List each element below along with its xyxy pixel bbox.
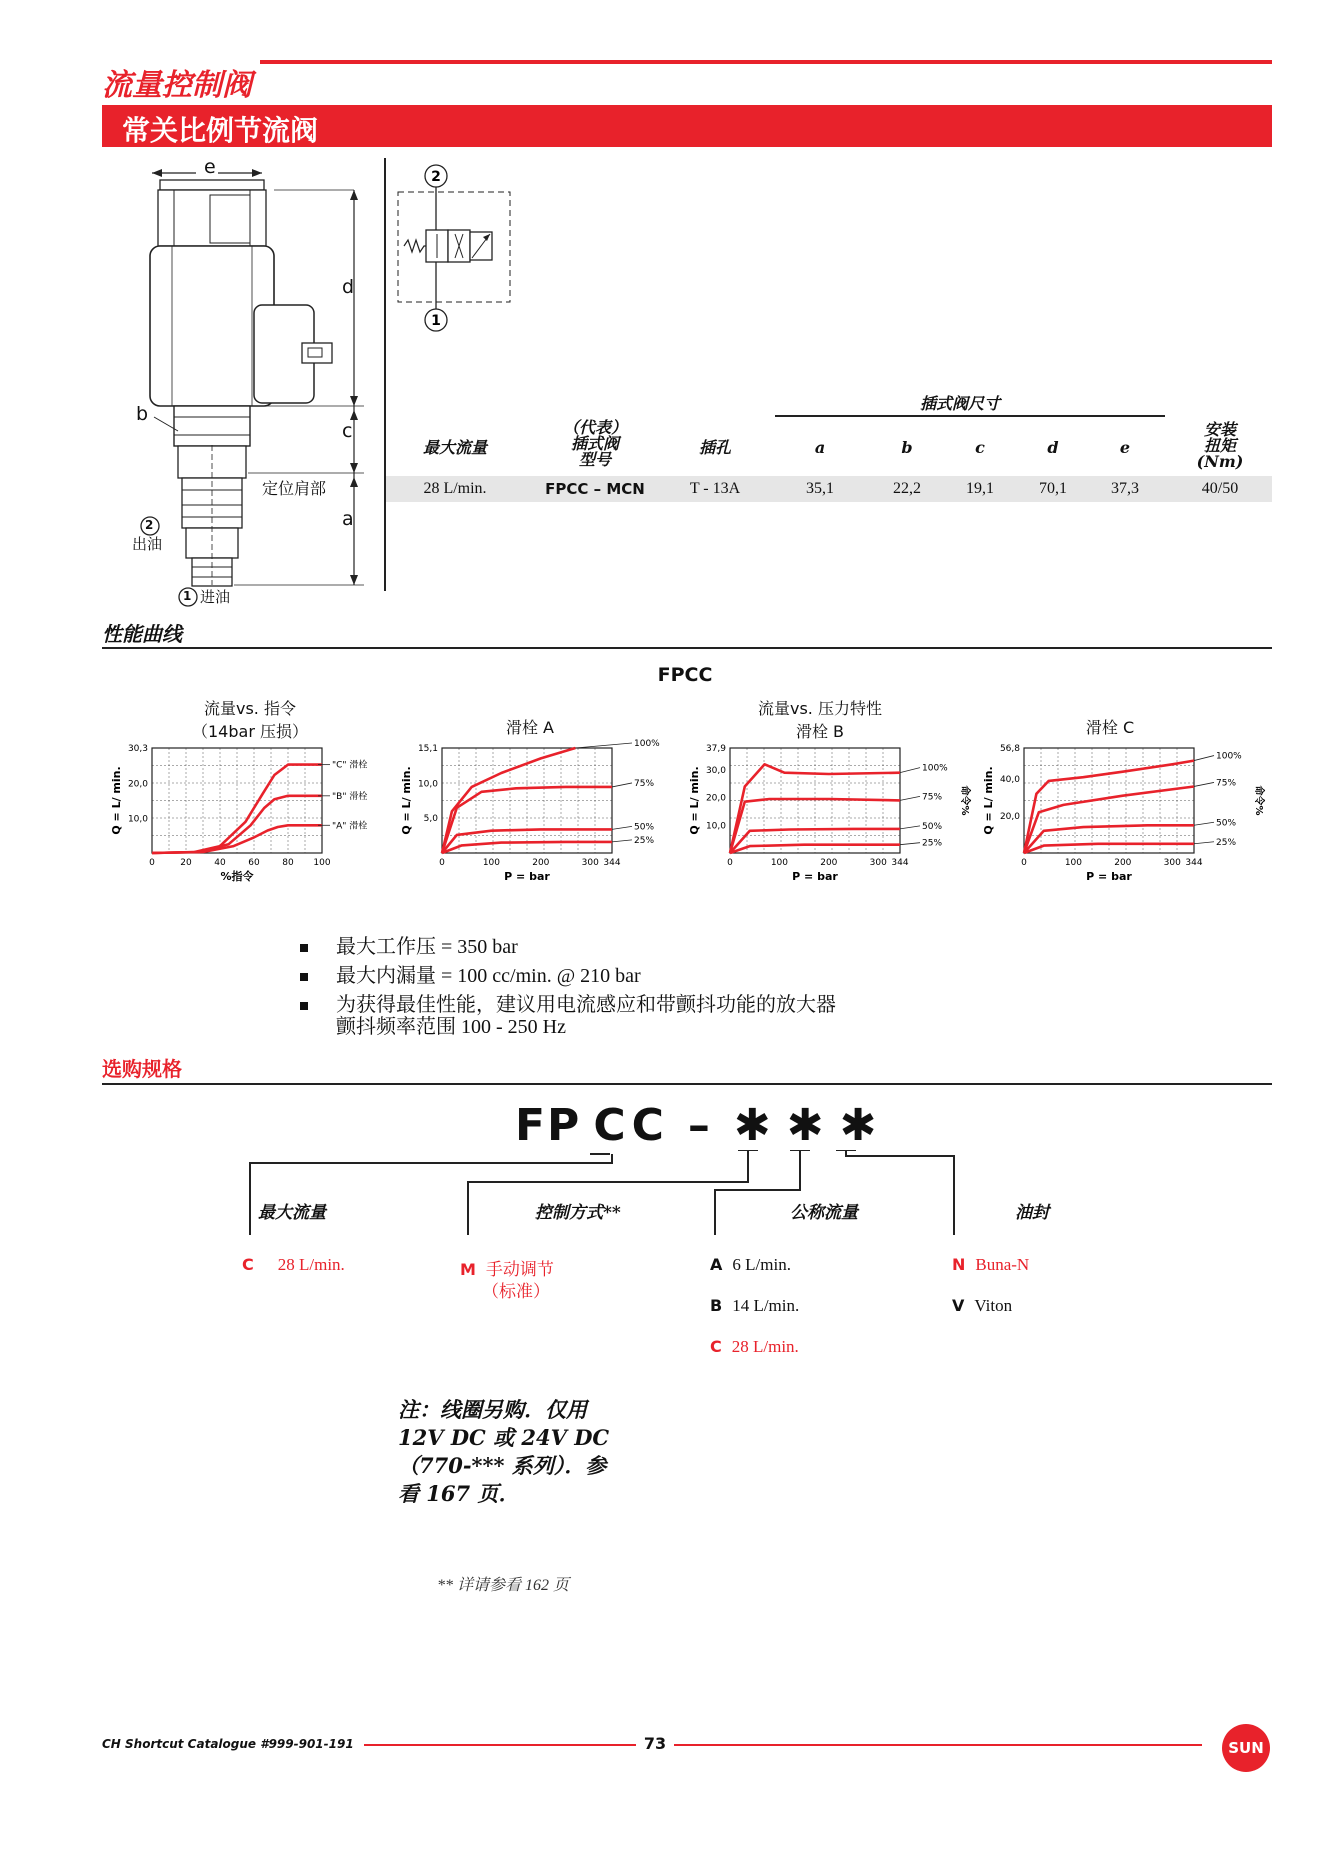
footer-rule-right: [674, 1744, 1202, 1746]
catalogue-number: CH Shortcut Catalogue #999-901-191: [102, 1737, 354, 1751]
y-tick-label: 5,0: [423, 814, 438, 825]
ordering-col-header: 公称流量: [790, 1203, 858, 1223]
dim-d-label: d: [342, 276, 355, 298]
td-b: 22,2: [893, 480, 921, 497]
y-axis-label: Q = L/ min.: [400, 766, 413, 835]
td-d: 70,1: [1039, 480, 1067, 497]
product-title: 常关比例节流阀: [122, 114, 319, 147]
th-max-flow: 最大流量: [422, 438, 487, 457]
port1-number: 1: [183, 589, 192, 603]
x-tick-label: 300: [1163, 858, 1181, 868]
ordering-col-header: 最大流量: [258, 1203, 326, 1223]
dim-e-label: e: [204, 156, 216, 178]
legend-label: "C" 滑栓: [332, 760, 368, 771]
legend-label: "A" 滑栓: [332, 821, 368, 832]
chart1-title: 流量vs. 指令 （14bar 压损）: [192, 699, 308, 741]
spec-item: 为获得最佳性能，建议用电流感应和带颤抖功能的放大器: [300, 988, 836, 1017]
x-tick-label: 344: [1185, 858, 1203, 868]
label-leader: [612, 783, 632, 787]
option-item: V Viton: [952, 1296, 1013, 1315]
table-group-header: 插式阀尺寸: [919, 394, 1000, 413]
y-tick-label: 30,0: [705, 765, 726, 776]
x-tick-label: 200: [1114, 858, 1132, 868]
section-title: 流量控制阀: [102, 60, 260, 104]
option-item: C 28 L/min.: [242, 1255, 345, 1274]
x-tick-label: 300: [869, 858, 887, 868]
model-code: FP CC – ✱ ✱ ✱: [515, 1100, 879, 1151]
option-item: B 14 L/min.: [710, 1296, 800, 1315]
legend-label: 75%: [1216, 778, 1237, 789]
legend-label: 25%: [1216, 837, 1237, 848]
legend-label: 75%: [634, 778, 655, 789]
port2-number: 2: [145, 518, 154, 532]
th-c: c: [975, 438, 985, 457]
td-cavity: T - 13A: [689, 480, 741, 497]
y-tick-label: 10,0: [417, 779, 438, 790]
dim-a-label: a: [342, 508, 354, 530]
performance-title: 性能曲线: [102, 622, 182, 646]
x-axis-label: P = bar: [1086, 870, 1132, 883]
table-group-rule: [775, 415, 1165, 417]
ordering-col-header: 油封: [1015, 1203, 1049, 1223]
option-item: C 28 L/min.: [710, 1337, 799, 1356]
spec-item: 最大工作压 = 350 bar: [300, 930, 518, 959]
page-number: 73: [643, 1734, 667, 1753]
right-axis-label: 命令%: [1253, 785, 1264, 816]
svg-text:1: 1: [431, 313, 441, 329]
x-axis-label: P = bar: [504, 870, 550, 883]
td-max-flow: 28 L/min.: [423, 480, 487, 497]
legend-label: 50%: [634, 822, 655, 833]
th-a: a: [814, 438, 826, 457]
x-tick-label: 0: [439, 858, 445, 868]
x-axis-label: %指令: [220, 870, 254, 883]
legend-label: 25%: [634, 835, 655, 846]
sun-logo: SUN: [1222, 1724, 1270, 1772]
x-tick-label: 200: [532, 858, 550, 868]
vertical-divider: [384, 158, 386, 591]
y-tick-label: 40,0: [999, 775, 1020, 786]
right-axis-label: 命令%: [959, 785, 970, 816]
footer-rule-left: [364, 1744, 636, 1746]
legend-label: 100%: [634, 739, 660, 749]
label-leader: [575, 743, 632, 748]
legend-label: 75%: [922, 792, 943, 803]
y-tick-label: 20,0: [127, 779, 148, 790]
th-model: （代表） 插式阀 型号: [562, 418, 627, 469]
port2-label: 出油: [132, 535, 163, 553]
coil-note: 注：线圈另购．仅用 12V DC 或 24V DC （770-*** 系列）．参 看 167 页．: [398, 1397, 610, 1506]
chart2-title: 滑栓 A: [505, 718, 555, 737]
label-leader: [1194, 822, 1214, 825]
x-tick-label: 100: [770, 858, 789, 868]
x-tick-label: 0: [149, 858, 155, 868]
label-leader: [612, 826, 632, 829]
x-tick-label: 40: [214, 858, 226, 868]
svg-text:2: 2: [431, 169, 441, 185]
td-a: 35,1: [806, 480, 834, 497]
performance-rule: [102, 647, 1272, 649]
y-tick-label: 37,9: [705, 744, 726, 754]
td-c: 19,1: [966, 480, 994, 497]
option-item: N Buna-N: [952, 1255, 1030, 1274]
x-tick-label: 300: [581, 858, 599, 868]
y-tick-label: 56,8: [999, 744, 1020, 754]
x-tick-label: 60: [248, 858, 260, 868]
x-tick-label: 0: [1021, 858, 1027, 868]
performance-model: FPCC: [657, 664, 713, 686]
y-tick-label: 20,0: [999, 812, 1020, 823]
dim-c-label: c: [342, 420, 353, 442]
th-e: e: [1119, 438, 1131, 457]
y-tick-label: 20,0: [705, 793, 726, 804]
ordering-rule: [102, 1083, 1272, 1085]
footnote: ** 详请参看 162 页: [437, 1577, 570, 1594]
series-line: [442, 842, 612, 853]
label-leader: [900, 768, 920, 773]
label-leader: [900, 843, 920, 845]
legend-label: 100%: [1216, 751, 1242, 762]
legend-label: 100%: [922, 763, 948, 774]
chart4-title: 滑栓 C: [1085, 718, 1135, 737]
option-item-note: （标准）: [482, 1282, 550, 1301]
y-tick-label: 10,0: [705, 821, 726, 832]
x-tick-label: 200: [820, 858, 838, 868]
x-tick-label: 80: [282, 858, 294, 868]
series-line: [1024, 761, 1194, 853]
chart3-title: 流量vs. 压力特性 滑栓 B: [758, 699, 882, 741]
x-tick-label: 100: [1064, 858, 1083, 868]
label-leader: [1194, 782, 1214, 786]
y-axis-label: Q = L/ min.: [982, 766, 995, 835]
spec-item-continued: 颤抖频率范围 100 - 250 Hz: [336, 1016, 566, 1038]
spec-item: 最大内漏量 = 100 cc/min. @ 210 bar: [300, 959, 641, 988]
y-axis-label: Q = L/ min.: [688, 766, 701, 835]
td-e: 37,3: [1111, 480, 1139, 497]
legend-label: "B" 滑栓: [332, 791, 368, 802]
hydraulic-symbol: [392, 160, 522, 335]
th-d: d: [1047, 438, 1059, 457]
option-item: M 手动调节: [460, 1260, 554, 1279]
th-torque: 安装 扭矩 (Nm): [1196, 420, 1244, 471]
x-tick-label: 0: [727, 858, 733, 868]
x-tick-label: 100: [482, 858, 501, 868]
th-b: b: [901, 438, 913, 457]
label-leader: [900, 796, 920, 800]
td-model: FPCC – MCN: [545, 480, 645, 498]
ordering-col-header: 控制方式**: [535, 1203, 621, 1223]
label-leader: [612, 840, 632, 842]
y-tick-label: 10,0: [127, 814, 148, 825]
x-tick-label: 20: [180, 858, 192, 868]
y-axis-label: Q = L/ min.: [110, 766, 123, 835]
port1-label: 进油: [200, 588, 231, 606]
x-axis-label: P = bar: [792, 870, 838, 883]
x-tick-label: 100: [313, 858, 331, 868]
top-rule: [102, 60, 1272, 64]
x-tick-label: 344: [891, 858, 909, 868]
ordering-title: 选购规格: [102, 1057, 182, 1081]
legend-label: 25%: [922, 838, 943, 849]
y-tick-label: 15,1: [417, 744, 438, 754]
performance-charts: [102, 738, 1272, 888]
option-item: A 6 L/min.: [710, 1255, 791, 1274]
x-tick-label: 344: [603, 858, 621, 868]
label-leader: [900, 826, 920, 829]
th-cavity: 插孔: [698, 438, 731, 457]
dim-b-label: b: [136, 403, 149, 425]
shoulder-label: 定位肩部: [262, 479, 327, 498]
legend-label: 50%: [1216, 818, 1237, 829]
label-leader: [1194, 842, 1214, 844]
code-connectors: [240, 1150, 980, 1240]
legend-label: 50%: [922, 821, 943, 832]
y-tick-label: 30,3: [127, 744, 148, 754]
label-leader: [1194, 756, 1214, 761]
td-torque: 40/50: [1201, 480, 1239, 497]
product-title-band: [102, 105, 1272, 147]
